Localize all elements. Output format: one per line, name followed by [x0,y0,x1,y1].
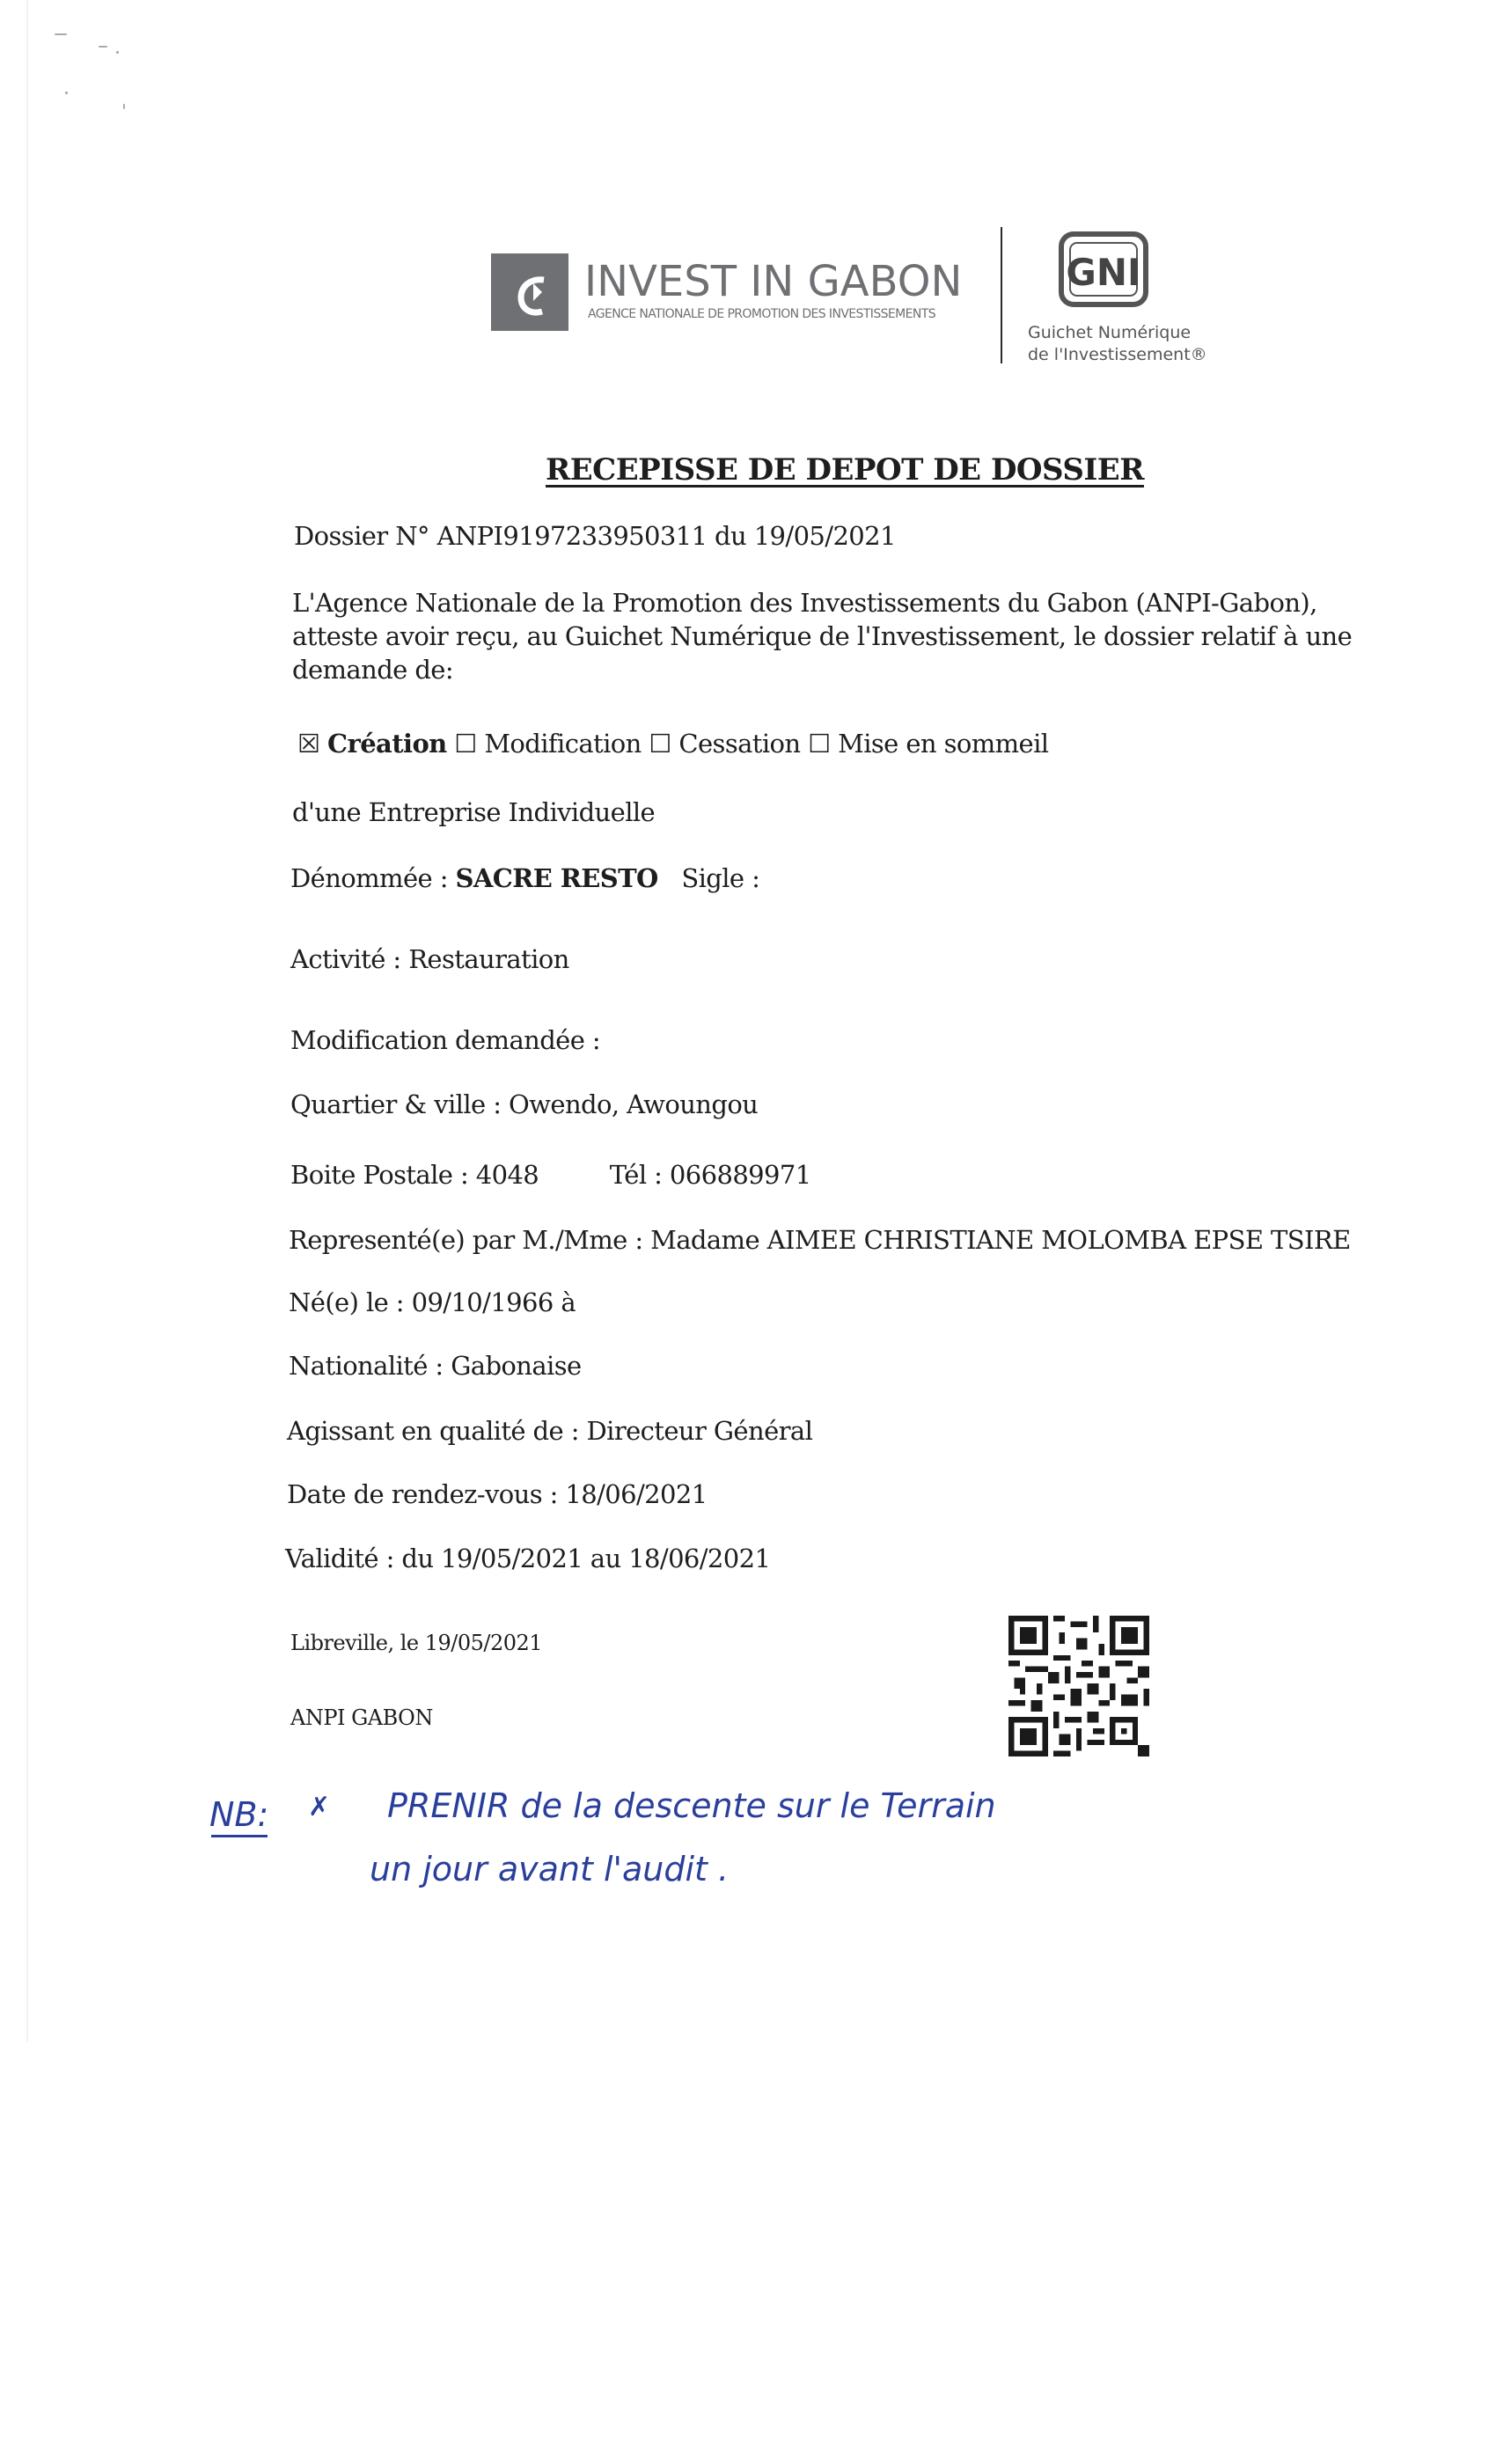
gni-logo-text: GNI [1066,251,1141,294]
validity: Validité : du 19/05/2021 au 18/06/2021 [285,1544,771,1573]
intro-line1: L'Agence Nationale de la Promotion des Investissements du Gabon (ANPI-Gabon), [292,588,1317,618]
gni-caption-line2: de l'Investissement® [1028,345,1207,364]
mise-en-sommeil-label: Mise en sommeil [838,729,1049,759]
scan-speck [55,33,67,35]
appointment-date: Date de rendez-vous : 18/06/2021 [287,1479,708,1509]
denomination-value: SACRE RESTO [455,863,658,893]
activity: Activité : Restauration [290,944,569,974]
creation-checkbox[interactable]: ☒ [297,729,320,759]
cessation-checkbox[interactable]: ☐ [649,729,671,759]
mise-en-sommeil-checkbox[interactable]: ☐ [808,729,831,759]
denomination-row [290,863,759,893]
handwritten-note-line1: PRENIR de la descente sur le Terrain [387,1786,996,1825]
requested-modification: Modification demandée : [290,1025,601,1055]
qr-code-icon [1008,1616,1149,1756]
request-type-options [297,729,1048,759]
scan-speck [99,46,107,48]
cessation-label: Cessation [678,729,801,759]
postal-phone-row [290,1160,811,1190]
postal-box: Boite Postale : 4048 [290,1160,539,1190]
brand-title: INVEST IN GABON [584,257,963,306]
handwritten-note-prefix: NB: [209,1795,269,1834]
acting-capacity: Agissant en qualité de : Directeur Général [287,1416,813,1446]
intro-line3: demande de: [292,655,454,685]
signatory: ANPI GABON [290,1705,433,1730]
gni-caption [1028,322,1207,366]
note-strikeout-mark: ✗ [308,1792,331,1822]
place-date: Libreville, le 19/05/2021 [290,1631,543,1655]
represented-by: Representé(e) par M./Mme : Madame AIMEE CHRISTIANE MOLOMBA EPSE TSIRE [289,1225,1351,1255]
handwritten-note-line2: un jour avant l'audit . [370,1850,730,1888]
modification-label: Modification [484,729,642,759]
denomination-label: Dénommée : [290,863,448,893]
creation-label: Création [327,729,447,759]
note-underline [211,1835,268,1837]
intro-paragraph [292,586,1352,686]
dossier-number: Dossier N° ANPI9197233950311 du 19/05/2021 [294,521,896,551]
sigle-label: Sigle : [681,863,760,893]
entity-type: d'une Entreprise Individuelle [292,797,656,827]
district-city: Quartier & ville : Owendo, Awoungou [290,1089,759,1119]
brand-subtitle: AGENCE NATIONALE DE PROMOTION DES INVESTISSEMENTS [588,307,935,321]
intro-line2: atteste avoir reçu, au Guichet Numérique de l'Investissement, le dossier relatif à une [292,621,1353,651]
invest-in-gabon-logo-icon [491,253,568,331]
scan-edge [26,0,28,2042]
nationality: Nationalité : Gabonaise [289,1351,582,1381]
document-title-text: RECEPISSE DE DEPOT DE DOSSIER [546,452,1144,488]
birth-date: Né(e) le : 09/10/1966 à [289,1287,576,1317]
scan-speck [116,51,119,54]
document-title [0,452,1496,488]
logo-divider [1001,227,1002,363]
gni-caption-line1: Guichet Numérique [1028,323,1192,342]
scan-speck [123,104,125,109]
scan-speck [65,92,68,94]
phone: Tél : 066889971 [609,1160,811,1190]
modification-checkbox[interactable]: ☐ [454,729,477,759]
gni-logo-icon [1056,229,1151,310]
